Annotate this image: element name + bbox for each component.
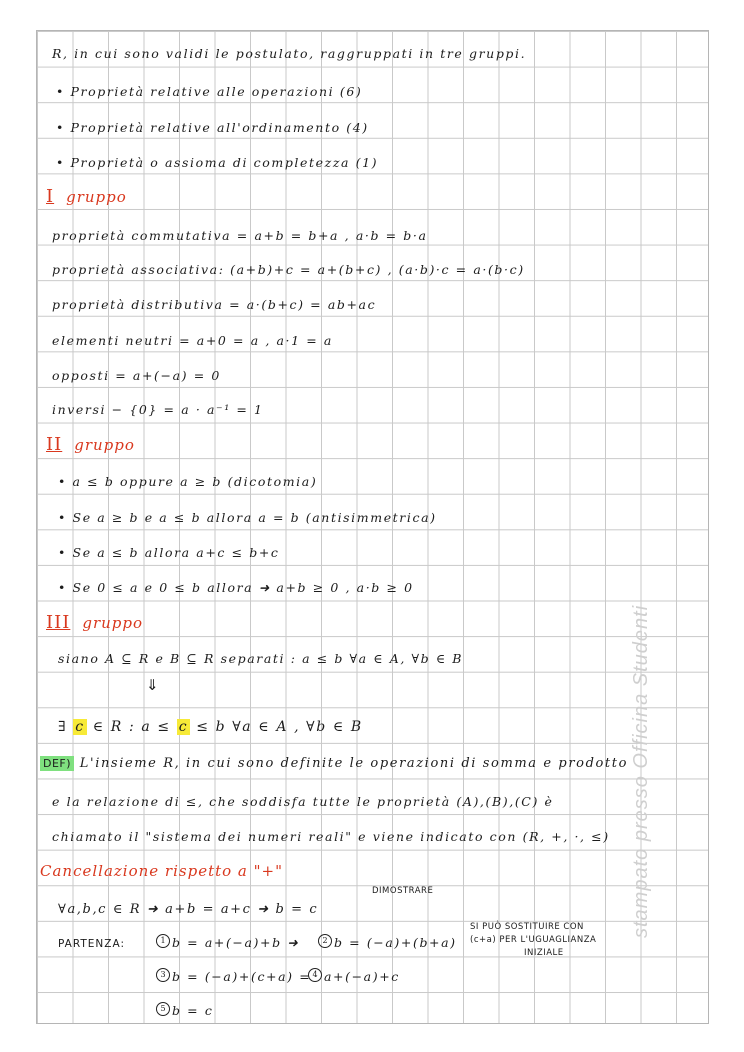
start-label: PARTENZA:	[58, 938, 126, 950]
opposites: opposti = a+(−a) = 0	[52, 368, 221, 383]
bullet-operations: • Proprietà relative alle operazioni (6)	[56, 84, 363, 99]
definition-line-2: e la relazione di ≤, che soddisfa tutte le proprietà (A),(B),(C) è	[52, 794, 554, 809]
ordering-antisymmetric: • Se a ≥ b e a ≤ b allora a = b (antisimmetrica)	[58, 510, 437, 525]
associative-property: proprietà associativa: (a+b)+c = a+(b+c) , (a·b)·c = a·(b·c)	[52, 262, 525, 277]
step-3: 3 b = (−a)+(c+a) =	[156, 968, 311, 984]
heading-group-1: I gruppo	[46, 186, 127, 207]
cancellation-title: Cancellazione rispetto a "+"	[40, 862, 284, 880]
intro-line: R, in cui sono validi le postulato, raggruppati in tre gruppi.	[52, 46, 527, 61]
distributive-property: proprietà distributiva = a·(b+c) = ab+ac	[52, 297, 377, 312]
step-1: 1 b = a+(−a)+b ➜	[156, 934, 299, 950]
step-2: 2 b = (−a)+(b+a)	[318, 934, 457, 950]
step-5: 5 b = c	[156, 1002, 213, 1018]
ordering-positive: • Se 0 ≤ a e 0 ≤ b allora ➜ a+b ≥ 0 , a·b ≥ 0	[58, 580, 414, 595]
commutative-property: proprietà commutativa = a+b = b+a , a·b = b·a	[52, 228, 428, 243]
down-arrow-icon: ⇓	[146, 676, 161, 694]
side-note-line-1: SI PUÒ SOSTITUIRE CON	[470, 922, 584, 932]
watermark: stampato presso Officina Studenti	[630, 604, 652, 938]
inverses: inversi − {0} = a · a⁻¹ = 1	[52, 402, 264, 417]
definition-line-1: DEF) L'insieme R, in cui sono definite le operazioni di somma e prodotto	[40, 756, 628, 771]
ordering-dichotomy: • a ≤ b oppure a ≥ b (dicotomia)	[58, 474, 318, 489]
cancellation-statement: ∀a,b,c ∈ R ➜ a+b = a+c ➜ b = c	[58, 902, 319, 917]
prove-note: DIMOSTRARE	[372, 886, 434, 896]
neutral-elements: elementi neutri = a+0 = a , a·1 = a	[52, 333, 333, 348]
bullet-ordering: • Proprietà relative all'ordinamento (4)	[56, 120, 369, 135]
completeness-premise: siano A ⊆ R e B ⊆ R separati : a ≤ b ∀a ∈ A, ∀b ∈ B	[58, 651, 464, 666]
ordering-addition: • Se a ≤ b allora a+c ≤ b+c	[58, 545, 280, 560]
side-note-line-2: (c+a) PER L'UGUAGLIANZA	[470, 935, 597, 945]
heading-group-3: III gruppo	[46, 612, 144, 633]
bullet-completeness: • Proprietà o assioma di completezza (1)	[56, 155, 379, 170]
heading-group-2: II gruppo	[46, 434, 135, 455]
side-note-line-3: INIZIALE	[524, 948, 564, 958]
completeness-conclusion: ∃ c ∈ R : a ≤ c ≤ b ∀a ∈ A , ∀b ∈ B	[58, 719, 363, 735]
definition-line-3: chiamato il "sistema dei numeri reali" e viene indicato con (R, +, ·, ≤)	[52, 829, 610, 844]
step-4: 4 a+(−a)+c	[308, 968, 400, 984]
